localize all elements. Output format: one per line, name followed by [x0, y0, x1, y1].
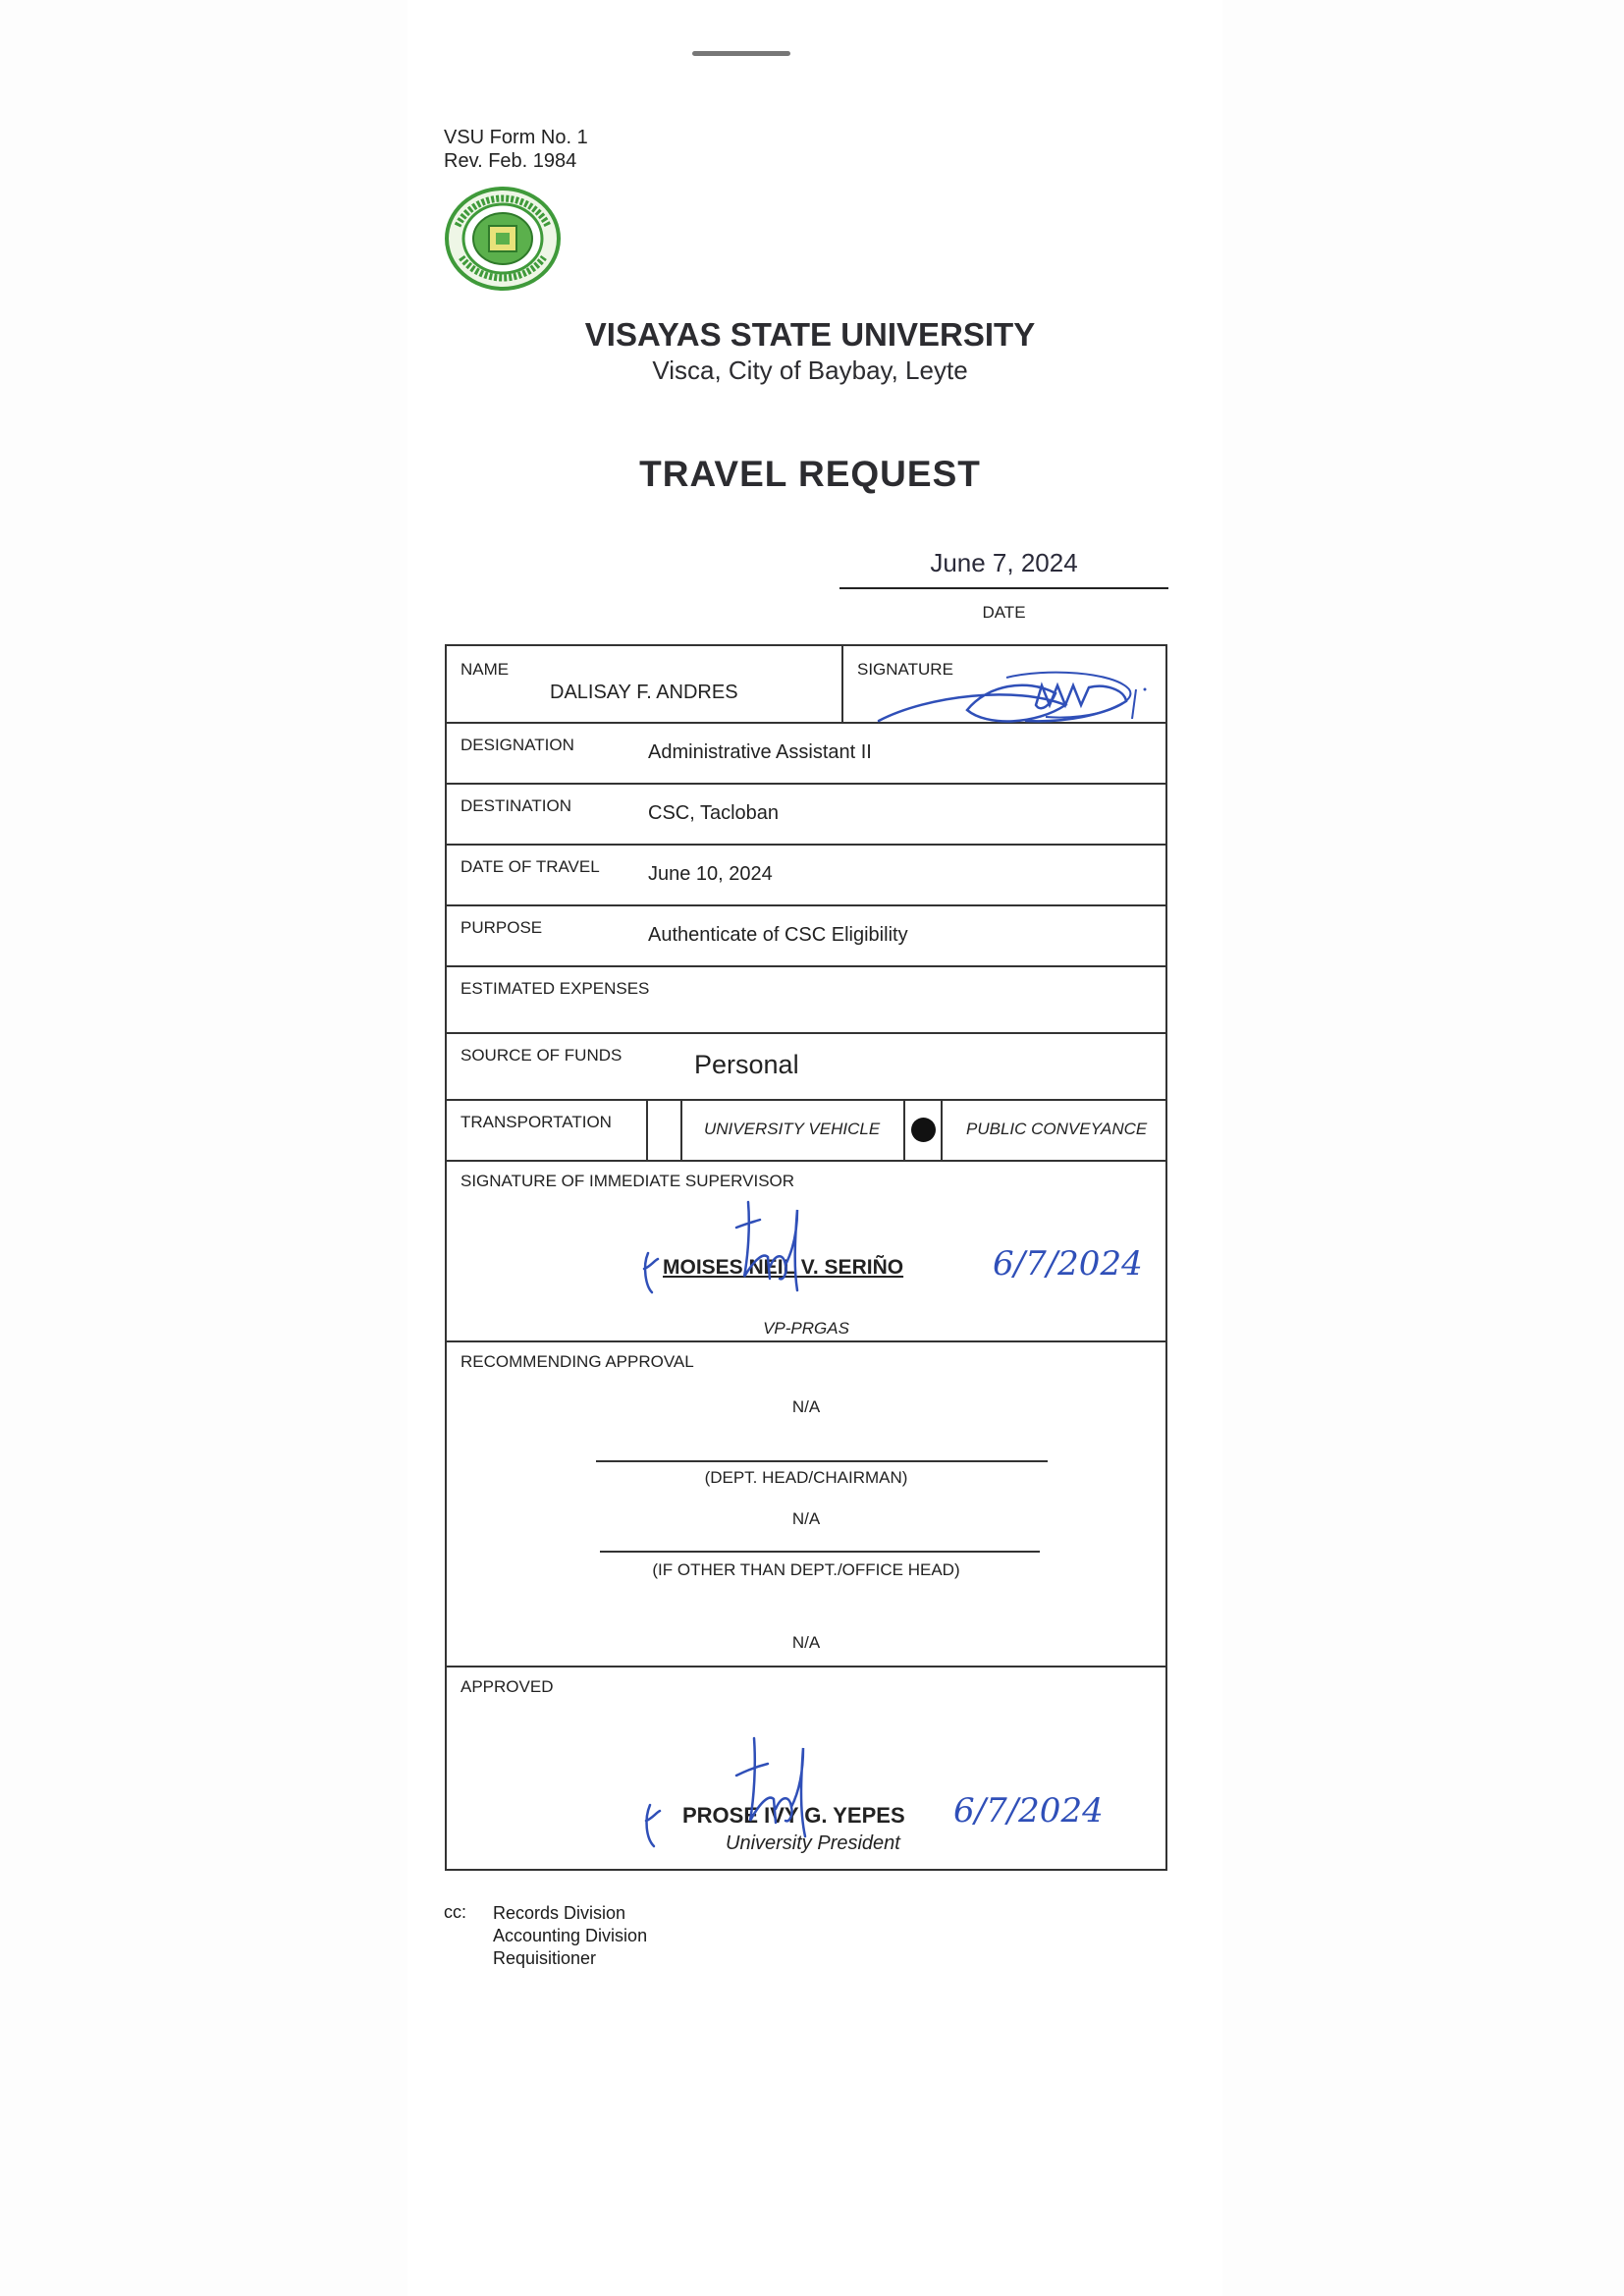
- approved-handwritten-date: 6/7/2024: [953, 1791, 1104, 1831]
- designation-row: [447, 724, 1165, 785]
- recommending-label: RECOMMENDING APPROVAL: [460, 1352, 694, 1371]
- approved-label: APPROVED: [460, 1677, 554, 1696]
- approved-title: University President: [726, 1832, 900, 1854]
- supervisor-initials-icon: [638, 1196, 874, 1314]
- date-underline: [839, 587, 1168, 589]
- recommending-row: [447, 1342, 1165, 1667]
- destination-value[interactable]: CSC, Tacloban: [648, 802, 780, 824]
- date-of-travel-row: [447, 846, 1165, 906]
- university-name: VISAYAS STATE UNIVERSITY: [584, 316, 1036, 353]
- destination-row: [447, 785, 1165, 846]
- source-of-funds-value[interactable]: Personal: [694, 1050, 799, 1079]
- signature-label: SIGNATURE: [857, 660, 953, 679]
- document-title: TRAVEL REQUEST: [639, 454, 981, 494]
- approved-name: PROSE IVY G. YEPES: [682, 1803, 905, 1828]
- estimated-expenses-row: [447, 967, 1165, 1034]
- cc-label: cc:: [444, 1902, 467, 1922]
- cc-recipient: Accounting Division: [493, 1926, 648, 1945]
- revision-text: Rev. Feb. 1984: [444, 150, 577, 172]
- date-caption: DATE: [982, 603, 1026, 622]
- name-value[interactable]: DALISAY F. ANDRES: [550, 682, 738, 703]
- purpose-row: [447, 906, 1165, 967]
- purpose-label: PURPOSE: [460, 918, 543, 937]
- travel-request-form: [445, 644, 1167, 1871]
- source-of-funds-label: SOURCE OF FUNDS: [460, 1046, 623, 1065]
- dept-head-line: [596, 1460, 1048, 1462]
- transportation-label: TRANSPORTATION: [460, 1113, 612, 1131]
- approver-initials-icon: [638, 1726, 874, 1854]
- transportation-row: [447, 1101, 1165, 1162]
- designation-value[interactable]: Administrative Assistant II: [648, 741, 872, 763]
- other-head-line: [600, 1551, 1040, 1553]
- other-head-caption: (IF OTHER THAN DEPT./OFFICE HEAD): [652, 1560, 960, 1579]
- supervisor-name: MOISES NEIL V. SERIÑO: [663, 1256, 904, 1279]
- source-of-funds-row: [447, 1034, 1165, 1101]
- form-number-text: VSU Form No. 1: [444, 127, 588, 148]
- university-seal-icon: [444, 187, 562, 291]
- cc-recipient: Requisitioner: [493, 1948, 597, 1968]
- university-vehicle-checkbox[interactable]: [648, 1101, 682, 1160]
- designation-label: DESIGNATION: [460, 736, 574, 754]
- form-number: [444, 126, 588, 173]
- name-signature-divider: [841, 646, 843, 722]
- supervisor-handwritten-date: 6/7/2024: [993, 1244, 1143, 1284]
- dept-head-caption: (DEPT. HEAD/CHAIRMAN): [704, 1468, 908, 1487]
- public-conveyance-label: PUBLIC CONVEYANCE: [966, 1120, 1148, 1138]
- supervisor-title: VP-PRGAS: [763, 1319, 849, 1338]
- cc-recipient: Records Division: [493, 1903, 626, 1923]
- recommending-value-3[interactable]: N/A: [791, 1633, 821, 1652]
- destination-label: DESTINATION: [460, 796, 572, 815]
- estimated-expenses-label: ESTIMATED EXPENSES: [460, 979, 650, 998]
- request-date-value[interactable]: June 7, 2024: [930, 548, 1078, 577]
- university-address: Visca, City of Baybay, Leyte: [652, 355, 968, 385]
- supervisor-label: SIGNATURE OF IMMEDIATE SUPERVISOR: [460, 1172, 795, 1190]
- cc-recipients: [493, 1902, 647, 1970]
- date-of-travel-value[interactable]: June 10, 2024: [648, 863, 773, 885]
- public-conveyance-checkbox[interactable]: [905, 1101, 943, 1160]
- recommending-value-2[interactable]: N/A: [791, 1509, 821, 1528]
- recommending-value-1[interactable]: N/A: [791, 1397, 821, 1416]
- university-vehicle-label: UNIVERSITY VEHICLE: [704, 1120, 881, 1138]
- staple-mark: [692, 51, 790, 56]
- name-label: NAME: [460, 660, 510, 679]
- checked-dot-icon: [911, 1118, 936, 1142]
- date-of-travel-label: DATE OF TRAVEL: [460, 857, 600, 876]
- purpose-value[interactable]: Authenticate of CSC Eligibility: [648, 924, 908, 946]
